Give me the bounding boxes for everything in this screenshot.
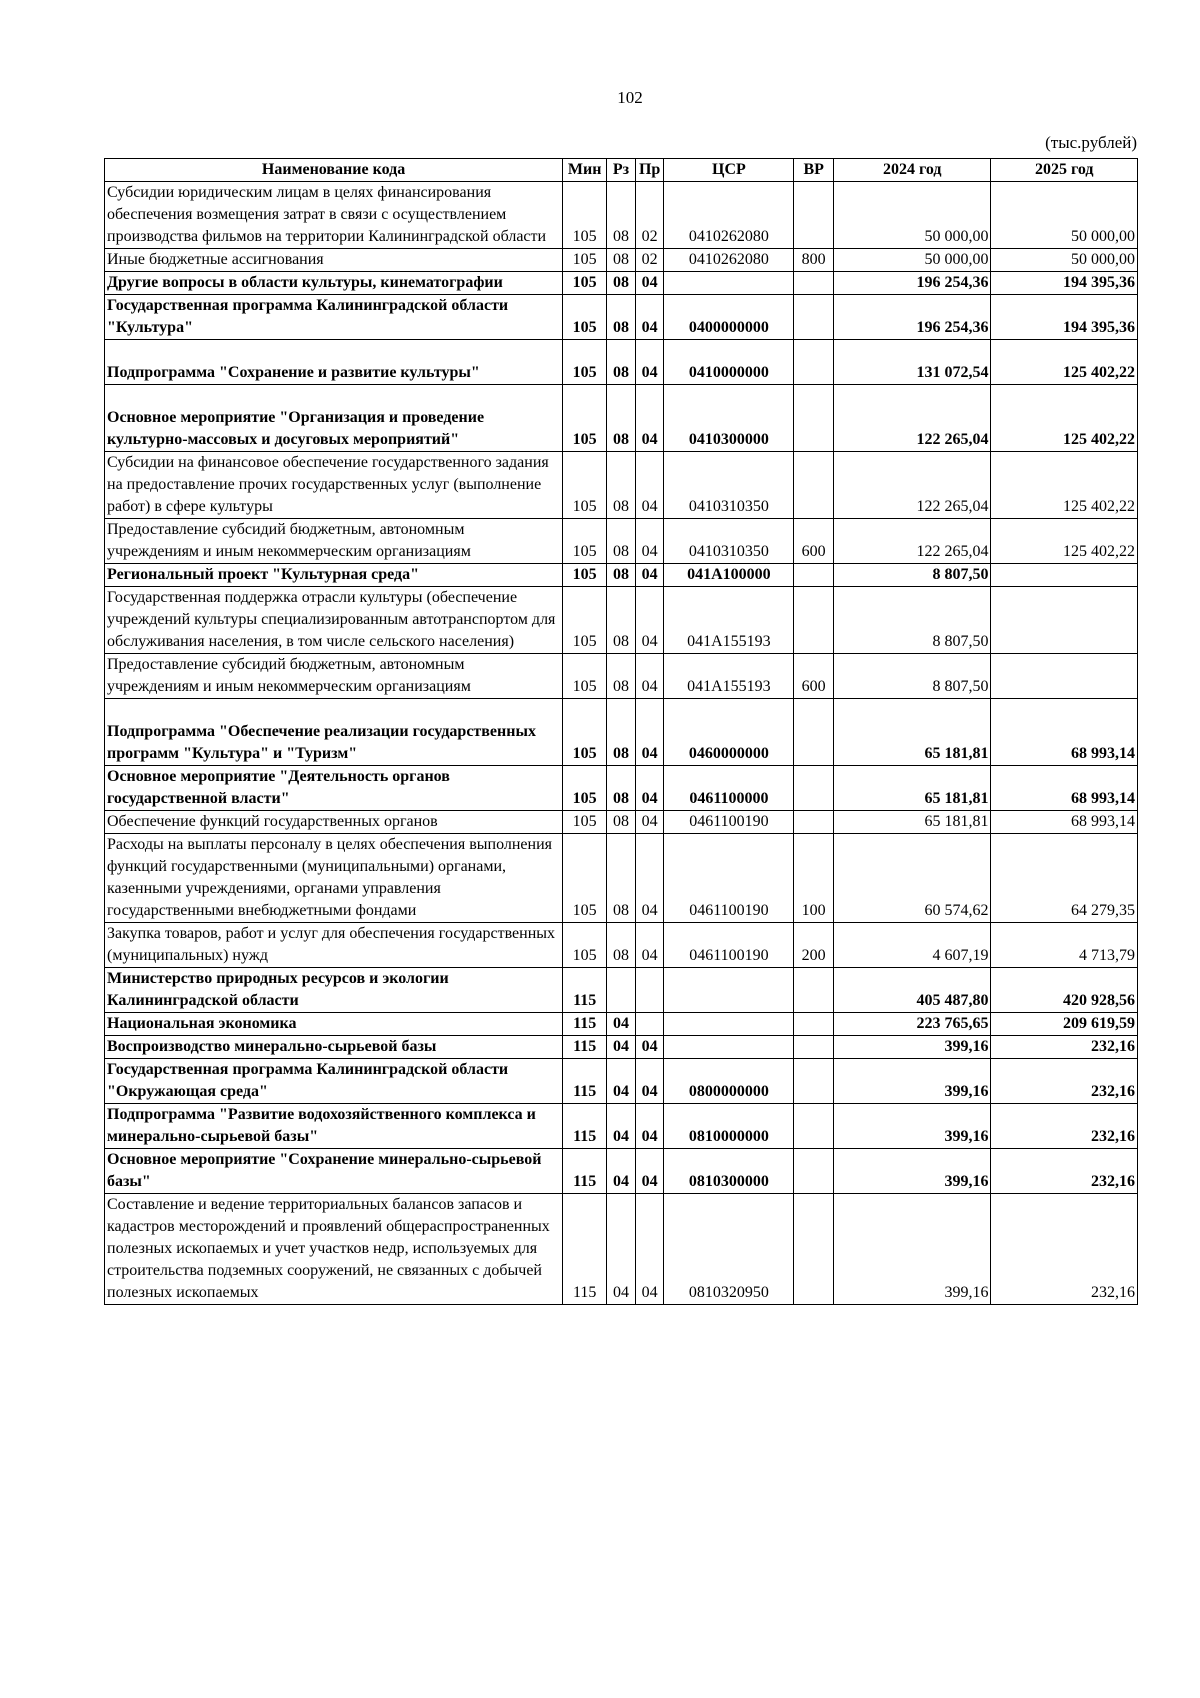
table-body xyxy=(105,182,1138,1305)
cell-csr: 0461100190 xyxy=(664,834,794,923)
cell-2024: 50 000,00 xyxy=(834,249,991,272)
cell-pr xyxy=(635,968,664,1013)
cell-pr: 04 xyxy=(635,295,664,340)
cell-2025: 194 395,36 xyxy=(991,272,1138,295)
cell-2024: 399,16 xyxy=(834,1194,991,1305)
cell-pr: 02 xyxy=(635,182,664,249)
cell-name: Региональный проект "Культурная среда" xyxy=(105,564,563,587)
cell-min: 115 xyxy=(563,1149,607,1194)
cell-vr: 100 xyxy=(794,834,834,923)
cell-2025: 4 713,79 xyxy=(991,923,1138,968)
cell-name: Подпрограмма "Сохранение и развитие культуры" xyxy=(105,340,563,385)
table-row xyxy=(105,182,1138,249)
cell-rz: 08 xyxy=(607,182,636,249)
cell-name: Подпрограмма "Обеспечение реализации государственных программ "Культура" и "Туризм" xyxy=(105,699,563,766)
cell-2024: 399,16 xyxy=(834,1149,991,1194)
header-name: Наименование кода xyxy=(105,159,563,182)
table-row xyxy=(105,811,1138,834)
cell-vr xyxy=(794,766,834,811)
cell-pr: 04 xyxy=(635,519,664,564)
cell-vr xyxy=(794,564,834,587)
cell-pr: 04 xyxy=(635,766,664,811)
cell-min: 115 xyxy=(563,1104,607,1149)
cell-2024: 65 181,81 xyxy=(834,766,991,811)
cell-min: 105 xyxy=(563,699,607,766)
cell-vr xyxy=(794,1194,834,1305)
cell-csr xyxy=(664,968,794,1013)
cell-csr: 0410262080 xyxy=(664,182,794,249)
table-row xyxy=(105,699,1138,766)
cell-2025: 232,16 xyxy=(991,1104,1138,1149)
cell-rz: 08 xyxy=(607,452,636,519)
cell-min: 105 xyxy=(563,923,607,968)
cell-min: 105 xyxy=(563,182,607,249)
cell-2024: 8 807,50 xyxy=(834,654,991,699)
cell-2024: 196 254,36 xyxy=(834,272,991,295)
cell-2024: 131 072,54 xyxy=(834,340,991,385)
cell-name: Субсидии на финансовое обеспечение государственного задания на предоставление прочих государственных услуг (выполнение работ) в сфере культуры xyxy=(105,452,563,519)
cell-min: 105 xyxy=(563,811,607,834)
cell-vr xyxy=(794,1036,834,1059)
cell-rz: 08 xyxy=(607,519,636,564)
cell-pr: 04 xyxy=(635,834,664,923)
table-row xyxy=(105,1013,1138,1036)
cell-name: Предоставление субсидий бюджетным, автономным учреждениям и иным некоммерческим организациям xyxy=(105,654,563,699)
cell-name: Составление и ведение территориальных балансов запасов и кадастров месторождений и проявлений общераспространенных полезных ископаемых и учет участков недр, используемых для строительства подземных сооружений, не связанных с добычей полезных ископаемых xyxy=(105,1194,563,1305)
cell-rz: 04 xyxy=(607,1059,636,1104)
cell-2025: 194 395,36 xyxy=(991,295,1138,340)
cell-2025: 50 000,00 xyxy=(991,249,1138,272)
cell-name: Государственная программа Калининградской области "Окружающая среда" xyxy=(105,1059,563,1104)
cell-2024: 8 807,50 xyxy=(834,564,991,587)
cell-2024: 8 807,50 xyxy=(834,587,991,654)
header-rz: Рз xyxy=(607,159,636,182)
cell-vr xyxy=(794,385,834,452)
cell-pr: 04 xyxy=(635,654,664,699)
cell-2025: 125 402,22 xyxy=(991,519,1138,564)
cell-rz: 04 xyxy=(607,1013,636,1036)
cell-name: Подпрограмма "Развитие водохозяйственного комплекса и минерально-сырьевой базы" xyxy=(105,1104,563,1149)
cell-rz: 08 xyxy=(607,249,636,272)
table-row xyxy=(105,249,1138,272)
cell-min: 105 xyxy=(563,249,607,272)
cell-name: Основное мероприятие "Сохранение минерально-сырьевой базы" xyxy=(105,1149,563,1194)
cell-2024: 405 487,80 xyxy=(834,968,991,1013)
cell-name: Государственная поддержка отрасли культуры (обеспечение учреждений культуры специализированным автотранспортом для обслуживания населения, в том числе сельского населения) xyxy=(105,587,563,654)
cell-name: Основное мероприятие "Деятельность органов государственной власти" xyxy=(105,766,563,811)
cell-2024: 122 265,04 xyxy=(834,452,991,519)
cell-rz: 08 xyxy=(607,272,636,295)
cell-name: Иные бюджетные ассигнования xyxy=(105,249,563,272)
cell-vr xyxy=(794,587,834,654)
cell-vr: 200 xyxy=(794,923,834,968)
cell-name: Основное мероприятие "Организация и проведение культурно-массовых и досуговых мероприятий" xyxy=(105,385,563,452)
cell-csr: 0461100190 xyxy=(664,923,794,968)
table-row xyxy=(105,1149,1138,1194)
cell-rz: 04 xyxy=(607,1104,636,1149)
cell-vr xyxy=(794,295,834,340)
cell-pr: 04 xyxy=(635,811,664,834)
cell-2025: 50 000,00 xyxy=(991,182,1138,249)
cell-min: 105 xyxy=(563,834,607,923)
cell-rz: 04 xyxy=(607,1194,636,1305)
table-row xyxy=(105,295,1138,340)
cell-vr xyxy=(794,340,834,385)
cell-csr: 0810320950 xyxy=(664,1194,794,1305)
cell-vr xyxy=(794,699,834,766)
cell-csr: 0410310350 xyxy=(664,519,794,564)
cell-rz: 08 xyxy=(607,587,636,654)
cell-2024: 399,16 xyxy=(834,1059,991,1104)
cell-name: Другие вопросы в области культуры, кинематографии xyxy=(105,272,563,295)
cell-rz: 08 xyxy=(607,699,636,766)
cell-pr: 04 xyxy=(635,1036,664,1059)
table-row xyxy=(105,654,1138,699)
cell-csr: 0400000000 xyxy=(664,295,794,340)
cell-min: 115 xyxy=(563,1013,607,1036)
cell-csr: 0410300000 xyxy=(664,385,794,452)
cell-2024: 4 607,19 xyxy=(834,923,991,968)
table-row xyxy=(105,766,1138,811)
cell-2024: 65 181,81 xyxy=(834,699,991,766)
cell-2025: 68 993,14 xyxy=(991,811,1138,834)
header-pr: Пр xyxy=(635,159,664,182)
cell-pr: 04 xyxy=(635,1194,664,1305)
cell-rz: 08 xyxy=(607,811,636,834)
cell-pr xyxy=(635,1013,664,1036)
cell-min: 115 xyxy=(563,968,607,1013)
cell-name: Национальная экономика xyxy=(105,1013,563,1036)
page-number: 102 xyxy=(617,88,643,107)
cell-min: 115 xyxy=(563,1194,607,1305)
cell-2025: 125 402,22 xyxy=(991,452,1138,519)
cell-pr: 04 xyxy=(635,340,664,385)
cell-csr: 0460000000 xyxy=(664,699,794,766)
cell-pr: 04 xyxy=(635,699,664,766)
cell-csr: 0461100190 xyxy=(664,811,794,834)
cell-pr: 04 xyxy=(635,1149,664,1194)
table-row xyxy=(105,968,1138,1013)
table-row xyxy=(105,923,1138,968)
header-2025: 2025 год xyxy=(991,159,1138,182)
table-row xyxy=(105,519,1138,564)
cell-rz: 08 xyxy=(607,923,636,968)
cell-csr: 0800000000 xyxy=(664,1059,794,1104)
cell-vr: 800 xyxy=(794,249,834,272)
cell-2025: 232,16 xyxy=(991,1036,1138,1059)
cell-2025: 125 402,22 xyxy=(991,340,1138,385)
cell-vr xyxy=(794,968,834,1013)
cell-2024: 60 574,62 xyxy=(834,834,991,923)
cell-csr: 041A155193 xyxy=(664,654,794,699)
cell-2024: 399,16 xyxy=(834,1104,991,1149)
table-row xyxy=(105,1036,1138,1059)
cell-pr: 04 xyxy=(635,385,664,452)
cell-vr xyxy=(794,1013,834,1036)
table-row xyxy=(105,1059,1138,1104)
cell-name: Закупка товаров, работ и услуг для обеспечения государственных (муниципальных) нужд xyxy=(105,923,563,968)
cell-2024: 50 000,00 xyxy=(834,182,991,249)
cell-min: 105 xyxy=(563,385,607,452)
cell-2025: 232,16 xyxy=(991,1194,1138,1305)
table-row xyxy=(105,587,1138,654)
cell-csr xyxy=(664,1036,794,1059)
cell-rz: 08 xyxy=(607,654,636,699)
cell-rz: 08 xyxy=(607,766,636,811)
cell-2024: 65 181,81 xyxy=(834,811,991,834)
cell-vr xyxy=(794,811,834,834)
cell-vr: 600 xyxy=(794,654,834,699)
cell-2025: 232,16 xyxy=(991,1149,1138,1194)
cell-2025 xyxy=(991,564,1138,587)
table-row xyxy=(105,340,1138,385)
header-csr: ЦСР xyxy=(664,159,794,182)
cell-pr: 04 xyxy=(635,564,664,587)
budget-table xyxy=(104,158,1138,1305)
cell-min: 115 xyxy=(563,1059,607,1104)
cell-name: Обеспечение функций государственных органов xyxy=(105,811,563,834)
cell-2025: 68 993,14 xyxy=(991,699,1138,766)
cell-vr xyxy=(794,1104,834,1149)
cell-pr: 04 xyxy=(635,272,664,295)
table-row xyxy=(105,272,1138,295)
cell-csr xyxy=(664,1013,794,1036)
cell-vr xyxy=(794,182,834,249)
cell-name: Субсидии юридическим лицам в целях финансирования обеспечения возмещения затрат в связи с осуществлением производства фильмов на территории Калининградской области xyxy=(105,182,563,249)
cell-csr: 041A155193 xyxy=(664,587,794,654)
cell-csr: 0810300000 xyxy=(664,1149,794,1194)
cell-pr: 04 xyxy=(635,1059,664,1104)
cell-min: 105 xyxy=(563,519,607,564)
cell-name: Министерство природных ресурсов и экологии Калининградской области xyxy=(105,968,563,1013)
cell-csr xyxy=(664,272,794,295)
header-2024: 2024 год xyxy=(834,159,991,182)
table-row xyxy=(105,834,1138,923)
cell-csr: 0461100000 xyxy=(664,766,794,811)
cell-2025: 232,16 xyxy=(991,1059,1138,1104)
cell-2025: 68 993,14 xyxy=(991,766,1138,811)
cell-rz: 08 xyxy=(607,385,636,452)
cell-vr xyxy=(794,1149,834,1194)
cell-csr: 0410000000 xyxy=(664,340,794,385)
cell-2025 xyxy=(991,587,1138,654)
cell-min: 105 xyxy=(563,587,607,654)
table-row xyxy=(105,564,1138,587)
cell-csr: 041A100000 xyxy=(664,564,794,587)
cell-2025: 125 402,22 xyxy=(991,385,1138,452)
header-vr: ВР xyxy=(794,159,834,182)
cell-2025: 209 619,59 xyxy=(991,1013,1138,1036)
cell-vr xyxy=(794,452,834,519)
cell-vr: 600 xyxy=(794,519,834,564)
cell-2024: 122 265,04 xyxy=(834,385,991,452)
cell-pr: 04 xyxy=(635,452,664,519)
table-row xyxy=(105,1104,1138,1149)
cell-csr: 0810000000 xyxy=(664,1104,794,1149)
cell-rz: 04 xyxy=(607,1149,636,1194)
cell-2025: 420 928,56 xyxy=(991,968,1138,1013)
cell-2024: 196 254,36 xyxy=(834,295,991,340)
cell-rz: 04 xyxy=(607,1036,636,1059)
cell-name: Расходы на выплаты персоналу в целях обеспечения выполнения функций государственными (муниципальными) органами, казенными учреждениями, органами управления государственными внебюджетными фондами xyxy=(105,834,563,923)
header-min: Мин xyxy=(563,159,607,182)
cell-pr: 04 xyxy=(635,1104,664,1149)
cell-min: 105 xyxy=(563,452,607,519)
cell-min: 105 xyxy=(563,766,607,811)
cell-min: 105 xyxy=(563,272,607,295)
cell-name: Воспроизводство минерально-сырьевой базы xyxy=(105,1036,563,1059)
cell-2024: 122 265,04 xyxy=(834,519,991,564)
table-row xyxy=(105,385,1138,452)
cell-csr: 0410310350 xyxy=(664,452,794,519)
cell-min: 105 xyxy=(563,340,607,385)
cell-2025: 64 279,35 xyxy=(991,834,1138,923)
cell-name: Предоставление субсидий бюджетным, автономным учреждениям и иным некоммерческим организациям xyxy=(105,519,563,564)
cell-pr: 04 xyxy=(635,587,664,654)
table-row xyxy=(105,1194,1138,1305)
cell-min: 105 xyxy=(563,564,607,587)
cell-rz: 08 xyxy=(607,340,636,385)
cell-csr: 0410262080 xyxy=(664,249,794,272)
cell-vr xyxy=(794,272,834,295)
cell-name: Государственная программа Калининградской области "Культура" xyxy=(105,295,563,340)
cell-2024: 223 765,65 xyxy=(834,1013,991,1036)
table-header-row xyxy=(105,159,1138,182)
cell-rz: 08 xyxy=(607,834,636,923)
cell-min: 115 xyxy=(563,1036,607,1059)
cell-pr: 02 xyxy=(635,249,664,272)
table-row xyxy=(105,452,1138,519)
cell-rz: 08 xyxy=(607,564,636,587)
cell-vr xyxy=(794,1059,834,1104)
cell-pr: 04 xyxy=(635,923,664,968)
cell-rz: 08 xyxy=(607,295,636,340)
cell-rz xyxy=(607,968,636,1013)
cell-min: 105 xyxy=(563,654,607,699)
cell-2025 xyxy=(991,654,1138,699)
cell-min: 105 xyxy=(563,295,607,340)
units-note: (тыс.рублей) xyxy=(1045,133,1137,152)
cell-2024: 399,16 xyxy=(834,1036,991,1059)
